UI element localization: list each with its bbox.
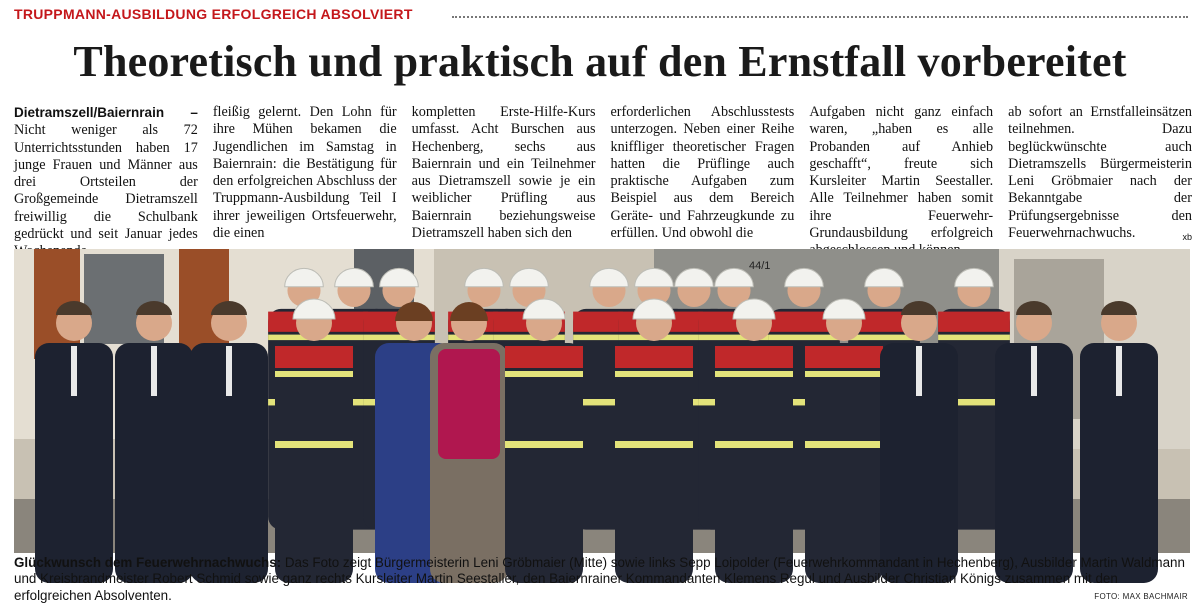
reflective-stripe [275,441,353,448]
reflective-stripe [805,441,883,448]
reflective-stripe [505,441,583,448]
mayor-figure [430,302,508,583]
reflective-stripe [615,371,693,377]
shirt-collar [151,346,157,396]
officer-figure [1080,301,1158,583]
officer-figure [35,301,113,583]
article-column-4 [610,104,794,246]
article-kicker: TRUPPMANN-AUSBILDUNG ERFOLGREICH ABSOLVIERT [14,6,413,22]
mayor-vest [438,349,500,459]
figure-body [715,343,793,583]
dateline: Dietramszell/Baiernrain – [14,105,198,120]
article-column-6 [1008,104,1192,246]
reflective-stripe [275,371,353,377]
author-initials: xb [1182,232,1192,243]
officer-figure [190,301,268,583]
reflective-stripe [805,371,883,377]
figure-body [275,343,353,583]
reflective-stripe [615,441,693,448]
officer-figure [995,301,1073,583]
jacket-shoulders [715,346,793,368]
shirt-collar [916,346,922,396]
officer-figure [115,301,193,583]
reflective-stripe [768,335,840,341]
article-column-1 [14,104,198,246]
article-body [14,104,1192,246]
shirt-collar [226,346,232,396]
article-headline: Theoretisch und praktisch auf den Ernstfall vorbereitet [73,37,1127,86]
column-text: Aufgaben nicht ganz einfach waren, „haben es alle Probanden auf Anhieb geschafft“, freute sich Kursleiter Martin Seestaller. Alle Teilnehmer haben somit ihre Feuerwehr-Grundausbildung erfolgreich [809,104,994,242]
column-text: erforderlichen Abschlusstests unterzogen. Neben einer Reihe kniffliger theoretischer Fragen hatten die Prüflinge auch praktische Aufgaben zum Beispiel aus dem Bereich Geräte- und Fahrzeugkunde zu erfüllen. Und obwohl die [610,104,795,242]
caption-text: Das Foto zeigt Bürgermeisterin Leni Gröbmaier (Mitte) sowie links Sepp Loipolder (Feuerwehrkommandant in Hechenberg), Ausbilder Martin Waldmann und Kreisbrandmeister Robert Schmid sowie ganz rechts Kursleiter Martin Seestaller, den Baiernrainer Kommandanten Klemens Regul und Ausbilder Christian Königs zusammen mit den erfolgreichen Absolventen. [14,555,1185,603]
article-column-3 [412,104,596,246]
shirt-collar [1116,346,1122,396]
reflective-stripe [938,335,1010,341]
figure-body [505,343,583,583]
kicker-divider [452,16,1188,18]
figure-body [805,343,883,583]
column-text: ab sofort an Ernstfalleinsätzen teilnehmen. Dazu beglückwünschte auch Dietramszells Bürgermeisterin Leni Gröbmaier nach der Bekanntgabe der Prüfungsergebnisse den Feuerwehrnachwuchs. [1008,104,1192,242]
column-text: Nicht weniger als 72 Unterrichtsstunden haben 17 junge Frauen und Männer aus drei Ortsteilen der Großgemeinde Dietramszell freiwillig die Schulbank gedrückt und seit Januar jedes [14,122,198,243]
column-text: kompletten Erste-Hilfe-Kurs umfasst. Acht Burschen aus Hechenberg, sechs aus Baiernrain und ein Teilnehmer aus Dietramszell sowie je ein weiblicher Prüfling aus Baiernrain beziehungsweise Dietramszell haben sich den [411,104,596,242]
article-column-2 [213,104,397,246]
reflective-stripe [505,371,583,377]
caption-lead: Glückwunsch dem Feuerwehrnachwuchs: [14,555,282,570]
group-photo [14,249,1190,553]
shirt-collar [1031,346,1037,396]
jacket-shoulders [505,346,583,368]
photo-caption [14,555,1190,604]
jacket-shoulders [805,346,883,368]
jacket-shoulders [275,346,353,368]
building-sign: 44/1 [749,260,771,272]
column-text: fleißig gelernt. Den Lohn für ihre Mühen bekamen die Jugendlichen im Samstag in Baiernrain: die Bestätigung für den erfolgreichen Abschluss der Truppmann-Ausbildung Teil I ihrer jeweiligen Ortsfeuerwehr, die einen [212,104,397,242]
reflective-stripe [715,371,793,377]
shirt-collar [71,346,77,396]
reflective-stripe [715,441,793,448]
figure-body [615,343,693,583]
jacket-shoulders [938,312,1010,332]
jacket-shoulders [615,346,693,368]
photo-credit: FOTO: MAX BACHMAIR [1094,592,1188,601]
article-column-5 [809,104,993,246]
officer-figure [880,301,958,583]
group-photo-illustration [14,249,1190,553]
